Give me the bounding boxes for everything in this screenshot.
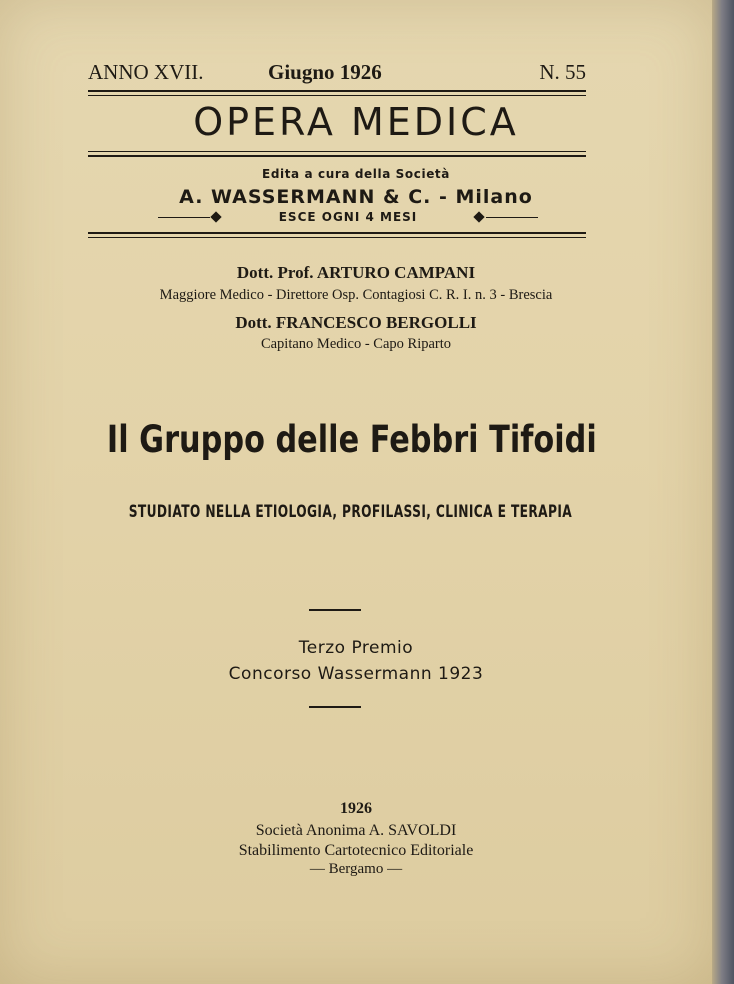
- publisher-company: A. WASSERMANN & C. - Milano: [179, 186, 533, 208]
- frequency-text: ESCE OGNI 4 MESI: [278, 210, 418, 224]
- publisher-name: Società Anonima A. SAVOLDI: [255, 822, 457, 839]
- title-rule-thin: [88, 151, 586, 152]
- section-rule-thin: [88, 237, 586, 238]
- issue-number: N. 55: [539, 60, 586, 84]
- journal-title: OPERA MEDICA: [193, 100, 519, 144]
- ornament-line-right: [486, 217, 538, 218]
- diamond-ornament-right-icon: [473, 211, 484, 222]
- masthead-row: [88, 56, 586, 90]
- ornament-line-left: [158, 217, 210, 218]
- page-edge: [712, 0, 734, 984]
- volume-label: ANNO XVII.: [88, 60, 204, 84]
- author-name: Dott. Prof. ARTURO CAMPANI: [236, 263, 476, 282]
- frequency-row: [148, 210, 548, 226]
- section-rule-thick: [88, 232, 586, 234]
- divider-rule: [309, 609, 361, 611]
- title-rule-thick: [88, 155, 586, 157]
- top-rule-thick: [88, 90, 586, 92]
- award-contest: Concorso Wassermann 1923: [228, 664, 484, 684]
- diamond-ornament-left-icon: [210, 211, 221, 222]
- edited-by-line: Edita a cura della Società: [262, 167, 450, 181]
- author-role: Maggiore Medico - Direttore Osp. Contagiosi C. R. I. n. 3 - Brescia: [159, 287, 553, 303]
- book-subtitle: STUDIATO NELLA ETIOLOGIA, PROFILASSI, CLINICA E TERAPIA: [128, 502, 573, 522]
- book-title: Il Gruppo delle Febbri Tifoidi: [106, 418, 597, 461]
- publisher-description: Stabilimento Cartotecnico Editoriale: [238, 842, 474, 859]
- award-title: Terzo Premio: [298, 638, 414, 658]
- publication-year: 1926: [340, 800, 372, 817]
- author-name: Dott. FRANCESCO BERGOLLI: [235, 313, 477, 332]
- top-rule-thin: [88, 95, 586, 96]
- issue-date: Giugno 1926: [268, 60, 382, 84]
- publisher-city: — Bergamo —: [309, 861, 403, 877]
- author-role: Capitano Medico - Capo Riparto: [260, 336, 452, 352]
- divider-rule: [309, 706, 361, 708]
